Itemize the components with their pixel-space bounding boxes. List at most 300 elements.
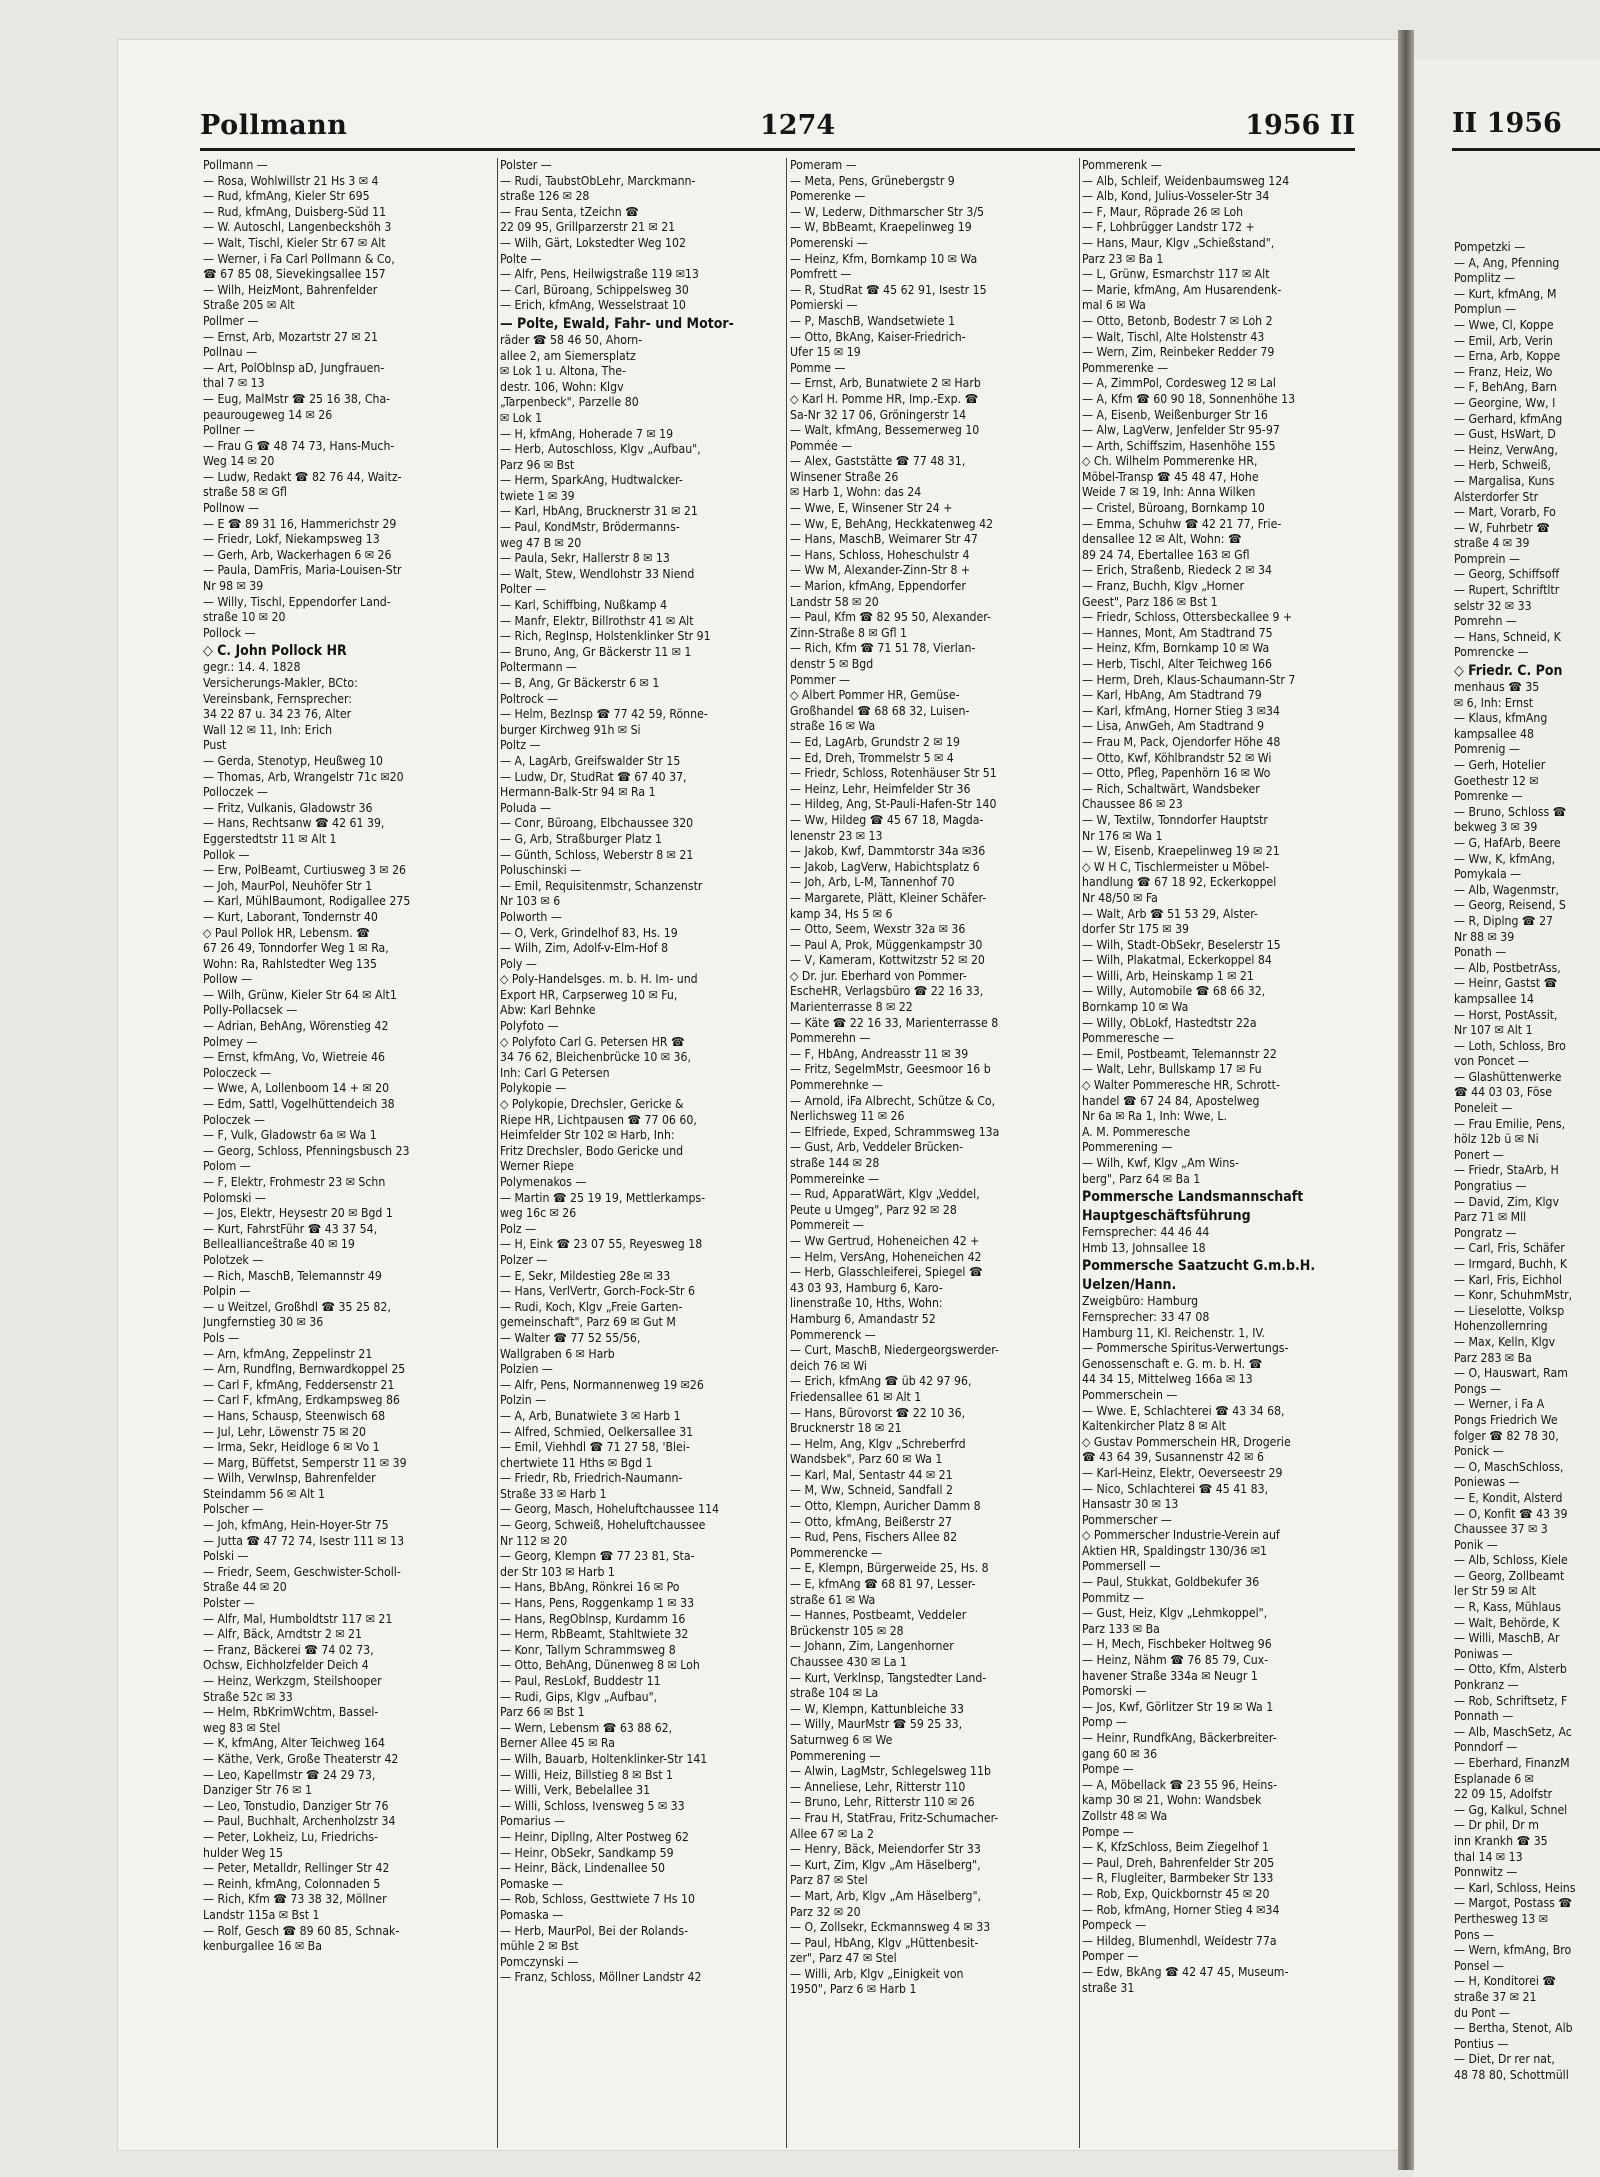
- directory-entry: Pomper —: [1082, 1949, 1139, 1964]
- directory-entry: — Otto, Betonb, Bodestr 7 ✉ Loh 2: [1082, 313, 1273, 328]
- next-entry: — Max, Kelln, Klgv: [1454, 1334, 1556, 1349]
- directory-entry: Straße 44 ✉ 20: [203, 1580, 287, 1595]
- directory-entry: — Willy, Tischl, Eppendorfer Land-: [203, 594, 391, 609]
- directory-entry: — M, Ww, Schneid, Sandfall 2: [790, 1483, 953, 1498]
- directory-entry: Export HR, Carpserweg 10 ✉ Fu,: [500, 987, 678, 1002]
- directory-entry: kamp 34, Hs 5 ✉ 6: [790, 906, 893, 921]
- directory-entry: — A, LagArb, Greifswalder Str 15: [500, 753, 681, 768]
- directory-entry: Pollnau —: [203, 345, 258, 360]
- directory-entry: Poluschinski —: [500, 863, 582, 878]
- directory-entry: Pommereinke —: [790, 1171, 880, 1186]
- directory-entry: — Alwin, LagMstr, Schlegelsweg 11b: [790, 1764, 991, 1779]
- next-entry: — Mart, Vorarb, Fo: [1454, 505, 1556, 520]
- next-entry: — Bertha, Stenot, Alb: [1454, 2021, 1573, 2036]
- directory-entry: — V, Kameram, Kottwitzstr 52 ✉ 20: [790, 953, 985, 968]
- directory-entry: Pols —: [203, 1330, 240, 1345]
- directory-entry: — Paul, Buchhalt, Archenholzstr 34: [203, 1814, 396, 1829]
- directory-entry: — E, kfmAng ☎ 68 81 97, Lesser-: [790, 1577, 976, 1592]
- next-entry: thal 14 ✉ 13: [1454, 1849, 1523, 1864]
- directory-entry: ◇ C. John Pollock HR: [203, 643, 347, 660]
- directory-entry: — Wilh, Bauarb, Holtenklinker-Str 141: [500, 1751, 708, 1766]
- next-entry: — Horst, PostAssit,: [1454, 1007, 1558, 1022]
- directory-entry: Abw: Karl Behnke: [500, 1003, 596, 1018]
- next-entry: — F, BehAng, Barn: [1454, 380, 1557, 395]
- directory-entry: — Herm, RbBeamt, Stahltwiete 32: [500, 1627, 689, 1642]
- directory-entry: — Hans, Maur, Klgv „Schießstand",: [1082, 235, 1275, 250]
- directory-entry: — Carl F, kfmAng, Erdkampsweg 86: [203, 1393, 400, 1408]
- directory-entry: — Paul, HbAng, Klgv „Hüttenbesit-: [790, 1935, 979, 1950]
- next-entry: — A, Ang, Pfenning: [1454, 255, 1560, 270]
- directory-entry: straße 31: [1082, 1980, 1135, 1995]
- next-entry: Pomplun —: [1454, 302, 1516, 317]
- directory-entry: — Emil, Postbeamt, Telemannstr 22: [1082, 1046, 1277, 1061]
- directory-entry: — Willy, Automobile ☎ 68 66 32,: [1082, 984, 1266, 999]
- next-entry: Ponath —: [1454, 945, 1507, 960]
- directory-entry: — Jutta ☎ 47 72 74, Isestr 111 ✉ 13: [203, 1533, 405, 1548]
- next-entry: straße 4 ✉ 39: [1454, 536, 1530, 551]
- directory-entry: Friedensallee 61 ✉ Alt 1: [790, 1389, 922, 1404]
- directory-entry: — Wwe. E, Schlachterei ☎ 43 34 68,: [1082, 1403, 1285, 1418]
- directory-entry: Fernsprecher: 44 46 44: [1082, 1225, 1210, 1240]
- directory-entry: Nr 176 ✉ Wa 1: [1082, 828, 1163, 843]
- directory-entry: — Herm, SparkAng, Hudtwalcker-: [500, 473, 683, 488]
- directory-entry: — Herb, Glasschleiferei, Spiegel ☎: [790, 1265, 983, 1280]
- directory-entry: — Willi, Schloss, Ivensweg 5 ✉ 33: [500, 1798, 685, 1813]
- next-entry: — Alb, MaschSetz, Ac: [1454, 1724, 1572, 1739]
- directory-entry: Pomaske —: [500, 1876, 564, 1891]
- directory-entry: Jungfernstieg 30 ✉ 36: [203, 1315, 324, 1330]
- directory-entry: — Rich, RegInsp, Holstenklinker Str 91: [500, 629, 711, 644]
- directory-entry: — Alb, Schleif, Weidenbaumsweg 124: [1082, 173, 1290, 188]
- directory-entry: — A, Eisenb, Weißenburger Str 16: [1082, 407, 1268, 422]
- directory-entry: Pommerehnke —: [790, 1078, 883, 1093]
- next-entry: — Walt, Behörde, K: [1454, 1615, 1560, 1630]
- directory-entry: Pollow —: [203, 972, 253, 987]
- directory-entry: — Fritz, SegelmMstr, Geesmoor 16 b: [790, 1062, 991, 1077]
- directory-entry: Pomerenski —: [790, 235, 868, 250]
- next-entry: — Franz, Heiz, Wo: [1454, 364, 1553, 379]
- next-entry: — Diet, Dr rer nat,: [1454, 2052, 1555, 2067]
- directory-entry: — Walter ☎ 77 52 55/56,: [500, 1330, 641, 1345]
- directory-entry: straße 61 ✉ Wa: [790, 1592, 876, 1607]
- directory-entry: — Karl, Schiffbing, Nußkamp 4: [500, 598, 668, 613]
- page-number: 1274: [760, 110, 836, 141]
- directory-entry: — Alfred, Schmied, Oelkersallee 31: [500, 1424, 694, 1439]
- directory-entry: A. M. Pommeresche: [1082, 1124, 1191, 1139]
- directory-entry: — Marie, kfmAng, Am Husarendenk-: [1082, 282, 1282, 297]
- directory-entry: — Georg, Masch, Hoheluftchaussee 114: [500, 1502, 720, 1517]
- directory-entry: — Heinz, Nähm ☎ 76 85 79, Cux-: [1082, 1653, 1269, 1668]
- directory-entry: Weide 7 ✉ 19, Inh: Anna Wilken: [1082, 485, 1256, 500]
- next-entry: Ponnath —: [1454, 1709, 1514, 1724]
- directory-entry: — u Weitzel, Großhdl ☎ 35 25 82,: [203, 1299, 391, 1314]
- directory-entry: — Georg, Klempn ☎ 77 23 81, Sta-: [500, 1549, 695, 1564]
- directory-entry: ✉ Lok 1 u. Altona, The-: [500, 364, 626, 379]
- directory-entry: — Konr, Tallym Schrammsweg 8: [500, 1642, 676, 1657]
- directory-entry: Pommerscher —: [1082, 1512, 1172, 1527]
- next-entry: Ponick —: [1454, 1444, 1504, 1459]
- directory-entry: — Ww Gertrud, Hoheneichen 42 +: [790, 1233, 980, 1248]
- directory-entry: Pommerenk —: [1082, 158, 1162, 172]
- next-entry: ✉ 6, Inh: Ernst: [1454, 695, 1534, 710]
- next-entry: selstr 32 ✉ 33: [1454, 598, 1532, 613]
- directory-entry: straße 16 ✉ Wa: [790, 719, 876, 734]
- directory-entry: — Herb, Tischl, Alter Teichweg 166: [1082, 657, 1272, 671]
- column-1: [203, 158, 495, 2148]
- directory-entry: — E, Sekr, Mildestieg 28e ✉ 33: [500, 1268, 671, 1283]
- directory-entry: — Kurt, Laborant, Tondernstr 40: [203, 909, 378, 924]
- directory-entry: — F, Maur, Röprade 26 ✉ Loh: [1082, 204, 1244, 219]
- directory-entry: Nr 103 ✉ 6: [500, 894, 561, 909]
- directory-entry: — Thomas, Arb, Wrangelstr 71c ✉20: [203, 769, 404, 784]
- directory-entry: Polte —: [500, 251, 542, 266]
- directory-entry: straße 144 ✉ 28: [790, 1156, 880, 1170]
- directory-entry: ◇ Paul Pollok HR, Lebensm. ☎: [203, 925, 370, 940]
- directory-entry: Fernsprecher: 33 47 08: [1082, 1309, 1210, 1324]
- directory-entry: — F, Elektr, Frohmestr 23 ✉ Schn: [203, 1175, 386, 1189]
- directory-entry: — Alex, Gaststätte ☎ 77 48 31,: [790, 454, 966, 469]
- directory-entry: — Irma, Sekr, Heidloge 6 ✉ Vo 1: [203, 1440, 380, 1455]
- next-entry: — Margalisa, Kuns: [1454, 473, 1555, 488]
- directory-entry: — Erich, Straßenb, Riedeck 2 ✉ 34: [1082, 563, 1272, 578]
- next-entry: Goethestr 12 ✉: [1454, 773, 1539, 788]
- next-entry: — Otto, Kfm, Alsterb: [1454, 1662, 1567, 1677]
- directory-entry: Pompe —: [1082, 1762, 1134, 1777]
- directory-entry: — Georg, Schweiß, Hoheluftchaussee: [500, 1518, 706, 1533]
- directory-entry: ◇ Gustav Pommerschein HR, Drogerie: [1082, 1434, 1291, 1449]
- directory-entry: — A, Arb, Bunatwiete 3 ✉ Harb 1: [500, 1408, 681, 1423]
- next-entry: ☎ 44 03 03, Föse: [1454, 1085, 1552, 1100]
- directory-entry: — Helm, VersAng, Hoheneichen 42: [790, 1249, 982, 1264]
- directory-entry: — Edm, Sattl, Vogelhüttendeich 38: [203, 1097, 395, 1112]
- next-entry: straße 37 ✉ 21: [1454, 1989, 1537, 2004]
- next-entry: Ponik —: [1454, 1537, 1498, 1552]
- directory-entry: — Lisa, AnwGeh, Am Stadtrand 9: [1082, 719, 1265, 734]
- directory-entry: straße 126 ✉ 28: [500, 189, 590, 204]
- directory-entry: Chaussee 86 ✉ 23: [1082, 797, 1183, 812]
- directory-entry: Parz 66 ✉ Bst 1: [500, 1705, 585, 1720]
- directory-entry: — Rob, Schloss, Gesttwiete 7 Hs 10: [500, 1892, 695, 1907]
- directory-entry: — Heinz, Kfm, Bornkamp 10 ✉ Wa: [790, 251, 978, 266]
- directory-entry: — G, Arb, Straßburger Platz 1: [500, 831, 663, 846]
- directory-entry: — Polte, Ewald, Fahr- und Motor-: [500, 315, 734, 332]
- directory-entry: Pust: [203, 738, 227, 753]
- directory-entry: Polpin —: [203, 1284, 251, 1299]
- directory-entry: Pomierski —: [790, 298, 858, 313]
- directory-entry: Pommerschein —: [1082, 1387, 1178, 1402]
- next-entry: — Frau Emilie, Pens,: [1454, 1116, 1566, 1131]
- directory-entry: — Werner, i Fa Carl Pollmann & Co,: [203, 251, 395, 266]
- directory-entry: — Karl, HbAng, Brucknerstr 31 ✉ 21: [500, 504, 698, 519]
- directory-entry: handel ☎ 67 24 84, Apostelweg: [1082, 1093, 1260, 1108]
- directory-entry: Heimfelder Str 102 ✉ Harb, Inh:: [500, 1128, 675, 1143]
- directory-entry: Pommerening —: [790, 1748, 881, 1763]
- directory-entry: — Otto, Pfleg, Papenhörn 16 ✉ Wo: [1082, 766, 1271, 781]
- header-name-range: Pollmann: [200, 110, 348, 141]
- directory-entry: Peute u Umgeg", Parz 92 ✉ 28: [790, 1202, 957, 1217]
- directory-entry: Steindamm 56 ✉ Alt 1: [203, 1486, 325, 1501]
- next-entry: Pomprein —: [1454, 551, 1520, 566]
- directory-entry: — Arn, kfmAng, Zeppelinstr 21: [203, 1346, 373, 1361]
- directory-entry: ◇ Karl H. Pomme HR, Imp.-Exp. ☎: [790, 391, 979, 406]
- directory-entry: — Nico, Schlachterei ☎ 45 41 83,: [1082, 1481, 1269, 1496]
- directory-entry: Pommerehn —: [790, 1031, 871, 1046]
- directory-entry: ☎ 67 85 08, Sievekingsallee 157: [203, 267, 386, 282]
- next-entry: Pomykala —: [1454, 867, 1522, 882]
- directory-entry: — Herb, Autoschloss, Klgv „Aufbau",: [500, 442, 701, 457]
- directory-entry: Weg 14 ✉ 20: [203, 454, 275, 469]
- directory-entry: Pomfrett —: [790, 267, 852, 282]
- directory-entry: — Ernst, kfmAng, Vo, Wietreie 46: [203, 1050, 385, 1065]
- directory-entry: — B, Ang, Gr Bäckerstr 6 ✉ 1: [500, 676, 660, 690]
- directory-entry: — Günth, Schloss, Weberstr 8 ✉ 21: [500, 847, 694, 862]
- column-divider: [786, 158, 787, 2148]
- directory-entry: — W, Lederw, Dithmarscher Str 3/5: [790, 204, 985, 219]
- next-entry: — O, MaschSchloss,: [1454, 1459, 1564, 1474]
- directory-entry: — Joh, kfmAng, Hein-Hoyer-Str 75: [203, 1518, 389, 1533]
- directory-entry: — Ww M, Alexander-Zinn-Str 8 +: [790, 563, 971, 578]
- directory-entry: Belleallianceštraße 40 ✉ 19: [203, 1237, 355, 1252]
- directory-entry: Parz 32 ✉ 20: [790, 1904, 861, 1919]
- next-entry: Poniewas —: [1454, 1475, 1520, 1490]
- next-entry: Pongratius —: [1454, 1179, 1527, 1194]
- directory-entry: Polscher —: [203, 1502, 264, 1517]
- next-entry: — David, Zim, Klgv: [1454, 1194, 1559, 1209]
- directory-entry: berg", Parz 64 ✉ Ba 1: [1082, 1171, 1201, 1186]
- directory-entry: — Ww, E, BehAng, Heckkatenweg 42: [790, 516, 994, 531]
- next-entry: — Heinz, VerwAng,: [1454, 442, 1558, 457]
- directory-entry: Poly —: [500, 956, 537, 971]
- directory-entry: — Hans, RegOblnsp, Kurdamm 16: [500, 1611, 686, 1626]
- next-entry: Parz 283 ✉ Ba: [1454, 1350, 1532, 1365]
- next-entry: — Ww, K, kfmAng,: [1454, 851, 1556, 866]
- next-entry: 48 78 80, Schottmüll: [1454, 2067, 1569, 2082]
- next-entry: Ponsel —: [1454, 1958, 1504, 1973]
- directory-entry: — W, Klempn, Kattunbleiche 33: [790, 1701, 964, 1716]
- next-entry: Pomplitz —: [1454, 271, 1516, 286]
- directory-entry: — Hans, Rechtsanw ☎ 42 61 39,: [203, 816, 385, 831]
- directory-entry: — Gust, Arb, Veddeler Brücken-: [790, 1140, 964, 1155]
- directory-entry: — Bruno, Lehr, Ritterstr 110 ✉ 26: [790, 1795, 975, 1810]
- directory-entry: — Paul A, Prok, Müggenkampstr 30: [790, 937, 983, 952]
- directory-entry: Poloczek —: [203, 1112, 265, 1127]
- next-entry: — Rob, Schriftsetz, F: [1454, 1693, 1568, 1708]
- directory-entry: Pollok —: [203, 847, 250, 862]
- next-entry: — Karl, Schloss, Heins: [1454, 1880, 1576, 1895]
- directory-entry: Pommitz —: [1082, 1590, 1144, 1605]
- directory-entry: Kaltenkircher Platz 8 ✉ Alt: [1082, 1419, 1226, 1434]
- next-entry: — Wern, kfmAng, Bro: [1454, 1943, 1572, 1958]
- directory-entry: chertwiete 11 Hths ✉ Bgd 1: [500, 1455, 653, 1470]
- next-entry: — Willi, MaschB, Ar: [1454, 1631, 1560, 1646]
- directory-entry: — Willi, Verk, Bebelallee 31: [500, 1783, 651, 1798]
- adjacent-page-column: [1454, 240, 1600, 2177]
- directory-entry: — Frau H, StatFrau, Fritz-Schumacher-: [790, 1810, 999, 1825]
- directory-entry: — Walt, kfmAng, Bessemerweg 10: [790, 423, 980, 438]
- next-entry: — Glashüttenwerke: [1454, 1069, 1562, 1084]
- directory-entry: Polymenakos —: [500, 1175, 587, 1189]
- directory-entry: — Rud, ApparatWärt, Klgv „Veddel,: [790, 1187, 980, 1202]
- next-entry: — E, Kondit, Alsterd: [1454, 1490, 1563, 1505]
- directory-entry: Berner Allee 45 ✉ Ra: [500, 1736, 615, 1751]
- next-entry: Nr 88 ✉ 39: [1454, 929, 1515, 944]
- directory-entry: — Willy, ObLokf, Hastedtstr 22a: [1082, 1015, 1257, 1030]
- directory-entry: — K, kfmAng, Alter Teichweg 164: [203, 1736, 385, 1751]
- directory-entry: — Wilh, Zim, Adolf-v-Elm-Hof 8: [500, 941, 669, 956]
- directory-entry: — Paul, Stukkat, Goldbekufer 36: [1082, 1575, 1260, 1590]
- directory-entry: Hauptgeschäftsführung: [1082, 1208, 1251, 1225]
- directory-entry: — Rich, Kfm ☎ 71 51 78, Vierlan-: [790, 641, 976, 656]
- directory-entry: — Hannes, Mont, Am Stadtrand 75: [1082, 625, 1273, 640]
- directory-entry: 34 22 87 u. 34 23 76, Alter: [203, 707, 352, 722]
- directory-entry: — Rud, Pens, Fischers Allee 82: [790, 1530, 958, 1545]
- directory-entry: — Helm, RbKrimWchtm, Bassel-: [203, 1705, 379, 1720]
- directory-entry: 44 34 15, Mittelweg 166a ✉ 13: [1082, 1372, 1253, 1387]
- directory-entry: Hermann-Balk-Str 94 ✉ Ra 1: [500, 785, 656, 800]
- directory-entry: hulder Weg 15: [203, 1845, 283, 1860]
- directory-entry: ✉ Lok 1: [500, 410, 543, 425]
- directory-entry: — E ☎ 89 31 16, Hammerichstr 29: [203, 516, 397, 531]
- directory-entry: — Friedr, Lokf, Niekampsweg 13: [203, 532, 380, 547]
- directory-entry: Polykopie —: [500, 1081, 567, 1096]
- directory-entry: — Otto, BkAng, Kaiser-Friedrich-: [790, 329, 966, 344]
- directory-entry: — Art, PolOblnsp aD, Jungfrauen-: [203, 360, 385, 375]
- directory-entry: — Friedr, Seem, Geschwister-Scholl-: [203, 1564, 401, 1579]
- directory-entry: — Heinr, ObSekr, Sandkamp 59: [500, 1845, 674, 1860]
- next-entry: — Klaus, kfmAng: [1454, 711, 1548, 726]
- directory-entry: allee 2, am Siemersplatz: [500, 348, 636, 363]
- next-entry: — Gg, Kalkul, Schnel: [1454, 1802, 1568, 1817]
- directory-entry: straße 58 ✉ Gfl: [203, 485, 287, 500]
- next-entry: — Heinr, Gastst ☎: [1454, 976, 1558, 991]
- directory-entry: — Walt, Tischl, Alte Holstenstr 43: [1082, 329, 1265, 344]
- next-entry: — Bruno, Schloss ☎: [1454, 804, 1567, 819]
- directory-entry: — Meta, Pens, Grünebergstr 9: [790, 173, 955, 188]
- next-entry: Ponndorf —: [1454, 1740, 1518, 1755]
- directory-entry: — Rosa, Wohlwillstr 21 Hs 3 ✉ 4: [203, 173, 379, 188]
- directory-entry: peaurougeweg 14 ✉ 26: [203, 407, 333, 422]
- column-divider: [1079, 158, 1080, 2148]
- directory-entry: — Frau M, Pack, Ojendorfer Höhe 48: [1082, 734, 1281, 749]
- directory-entry: — H, Eink ☎ 23 07 55, Reyesweg 18: [500, 1237, 703, 1252]
- directory-entry: räder ☎ 58 46 50, Ahorn-: [500, 332, 643, 347]
- directory-entry: thal 7 ✉ 13: [203, 376, 265, 391]
- directory-entry: Nr 112 ✉ 20: [500, 1533, 568, 1548]
- directory-entry: Pomarius —: [500, 1814, 565, 1829]
- directory-entry: Pomp —: [1082, 1715, 1127, 1730]
- directory-entry: — Hildeg, Ang, St-Pauli-Hafen-Str 140: [790, 797, 997, 812]
- directory-entry: Zollstr 48 ✉ Wa: [1082, 1808, 1168, 1823]
- directory-entry: — Kurt, Zim, Klgv „Am Häselberg",: [790, 1857, 981, 1872]
- directory-entry: ◇ Polykopie, Drechsler, Gericke &: [500, 1097, 684, 1112]
- directory-entry: gemeinschaft", Parz 69 ✉ Gut M: [500, 1315, 676, 1330]
- directory-entry: Pomerenke —: [790, 189, 866, 204]
- directory-entry: Polomski —: [203, 1190, 266, 1205]
- directory-entry: Polter —: [500, 582, 546, 597]
- directory-entry: — Mart, Arb, Klgv „Am Häselberg",: [790, 1888, 982, 1903]
- directory-entry: Wandsbek", Parz 60 ✉ Wa 1: [790, 1452, 943, 1467]
- directory-entry: Polmey —: [203, 1034, 258, 1049]
- directory-entry: — Erich, kfmAng, Wesselstraat 10: [500, 298, 686, 313]
- next-entry: von Poncet —: [1454, 1054, 1529, 1069]
- directory-entry: 89 24 74, Ebertallee 163 ✉ Gfl: [1082, 547, 1250, 562]
- directory-entry: Marienterrasse 8 ✉ 22: [790, 1000, 913, 1015]
- directory-entry: Saturnweg 6 ✉ We: [790, 1732, 893, 1747]
- directory-entry: — Jakob, Kwf, Dammtorstr 34a ✉36: [790, 844, 986, 859]
- directory-entry: Parz 96 ✉ Bst: [500, 457, 575, 472]
- directory-entry: — Friedr, Schloss, Ottersbeckallee 9 +: [1082, 610, 1293, 625]
- next-entry: Poniwas —: [1454, 1646, 1513, 1661]
- directory-entry: Pomaska —: [500, 1907, 564, 1922]
- directory-entry: Pollnow —: [203, 501, 260, 516]
- directory-entry: — Rob, kfmAng, Horner Stieg 4 ✉34: [1082, 1902, 1280, 1917]
- directory-entry: — Hans, Pens, Roggenkamp 1 ✉ 33: [500, 1596, 695, 1611]
- directory-entry: — Hans, MaschB, Weimarer Str 47: [790, 532, 978, 547]
- directory-entry: Inh: Carl G Petersen: [500, 1065, 610, 1080]
- next-entry: — Kurt, kfmAng, M: [1454, 286, 1557, 301]
- directory-entry: Aktien HR, Spaldingstr 130/36 ✉1: [1082, 1543, 1268, 1558]
- directory-entry: Pompe —: [1082, 1824, 1134, 1839]
- directory-entry: — Rud, kfmAng, Duisberg-Süd 11: [203, 204, 387, 219]
- directory-entry: — Rich, Kfm ☎ 73 38 32, Möllner: [203, 1892, 387, 1907]
- directory-entry: Straße 33 ✉ Harb 1: [500, 1486, 607, 1501]
- directory-entry: — Herm, Dreh, Klaus-Schaumann-Str 7: [1082, 672, 1296, 687]
- next-entry: — Georg, Zollbeamt: [1454, 1568, 1565, 1583]
- directory-entry: — Rudi, TaubstObLehr, Marckmann-: [500, 173, 696, 188]
- directory-entry: Pomeram —: [790, 158, 857, 172]
- next-entry: ler Str 59 ✉ Alt: [1454, 1584, 1536, 1599]
- directory-entry: EscheHR, Verlagsbüro ☎ 22 16 33,: [790, 984, 984, 999]
- directory-entry: — Arth, Schiffszim, Hasenhöhe 155: [1082, 438, 1276, 453]
- directory-entry: Riepe HR, Lichtpausen ☎ 77 06 60,: [500, 1112, 697, 1127]
- directory-entry: Polotzek —: [203, 1252, 264, 1267]
- next-entry: kampsallee 48: [1454, 726, 1534, 741]
- directory-entry: Nerlichsweg 11 ✉ 26: [790, 1109, 905, 1124]
- directory-entry: — Ww, Hildeg ☎ 45 67 18, Magda-: [790, 812, 984, 827]
- directory-entry: mal 6 ✉ Wa: [1082, 298, 1146, 313]
- directory-entry: — Walt, Lehr, Bullskamp 17 ✉ Fu: [1082, 1062, 1262, 1077]
- next-entry: Chaussee 37 ✉ 3: [1454, 1522, 1548, 1537]
- directory-entry: Polyfoto —: [500, 1019, 559, 1034]
- directory-entry: ◇ Walter Pommeresche HR, Schrott-: [1082, 1078, 1280, 1093]
- next-entry: Ponert —: [1454, 1147, 1504, 1162]
- next-entry: Perthesweg 13 ✉: [1454, 1911, 1548, 1926]
- directory-entry: — W, BbBeamt, Kraepelinweg 19: [790, 220, 972, 235]
- directory-entry: — Emma, Schuhw ☎ 42 21 77, Frie-: [1082, 516, 1282, 531]
- directory-entry: Vereinsbank, Fernsprecher:: [203, 691, 352, 706]
- directory-entry: Pommée —: [790, 438, 853, 453]
- directory-entry: — Wilh, Kwf, Klgv „Am Wins-: [1082, 1156, 1239, 1170]
- directory-entry: Versicherungs-Makler, BCto:: [203, 676, 358, 690]
- next-entry: du Pont —: [1454, 2005, 1510, 2020]
- directory-entry: — Paul, Kfm ☎ 82 95 50, Alexander-: [790, 610, 991, 625]
- directory-entry: — Hans, BbAng, Rönkrei 16 ✉ Po: [500, 1580, 680, 1595]
- directory-entry: — Hannes, Postbeamt, Veddeler: [790, 1608, 967, 1623]
- next-entry: — Karl, Fris, Eichhol: [1454, 1272, 1562, 1287]
- directory-entry: — Wilh, VerwInsp, Bahrenfelder: [203, 1471, 376, 1486]
- directory-entry: burger Kirchweg 91h ✉ Si: [500, 722, 641, 737]
- next-entry: — Emil, Arb, Verin: [1454, 333, 1553, 348]
- directory-entry: — Marg, Büffetst, Semperstr 11 ✉ 39: [203, 1455, 407, 1470]
- directory-entry: ✉ Harb 1, Wohn: das 24: [790, 485, 922, 500]
- directory-entry: ◇ Albert Pommer HR, Gemüse-: [790, 688, 960, 703]
- next-entry: — Hans, Schneid, K: [1454, 629, 1561, 644]
- next-entry: — Dr phil, Dr m: [1454, 1818, 1539, 1833]
- directory-entry: Pommerenck —: [790, 1327, 876, 1342]
- directory-entry: — Walt, Stew, Wendlohstr 33 Niend: [500, 566, 695, 581]
- directory-entry: — Helm, BezInsp ☎ 77 42 59, Rönne-: [500, 707, 708, 722]
- directory-entry: Polworth —: [500, 909, 562, 924]
